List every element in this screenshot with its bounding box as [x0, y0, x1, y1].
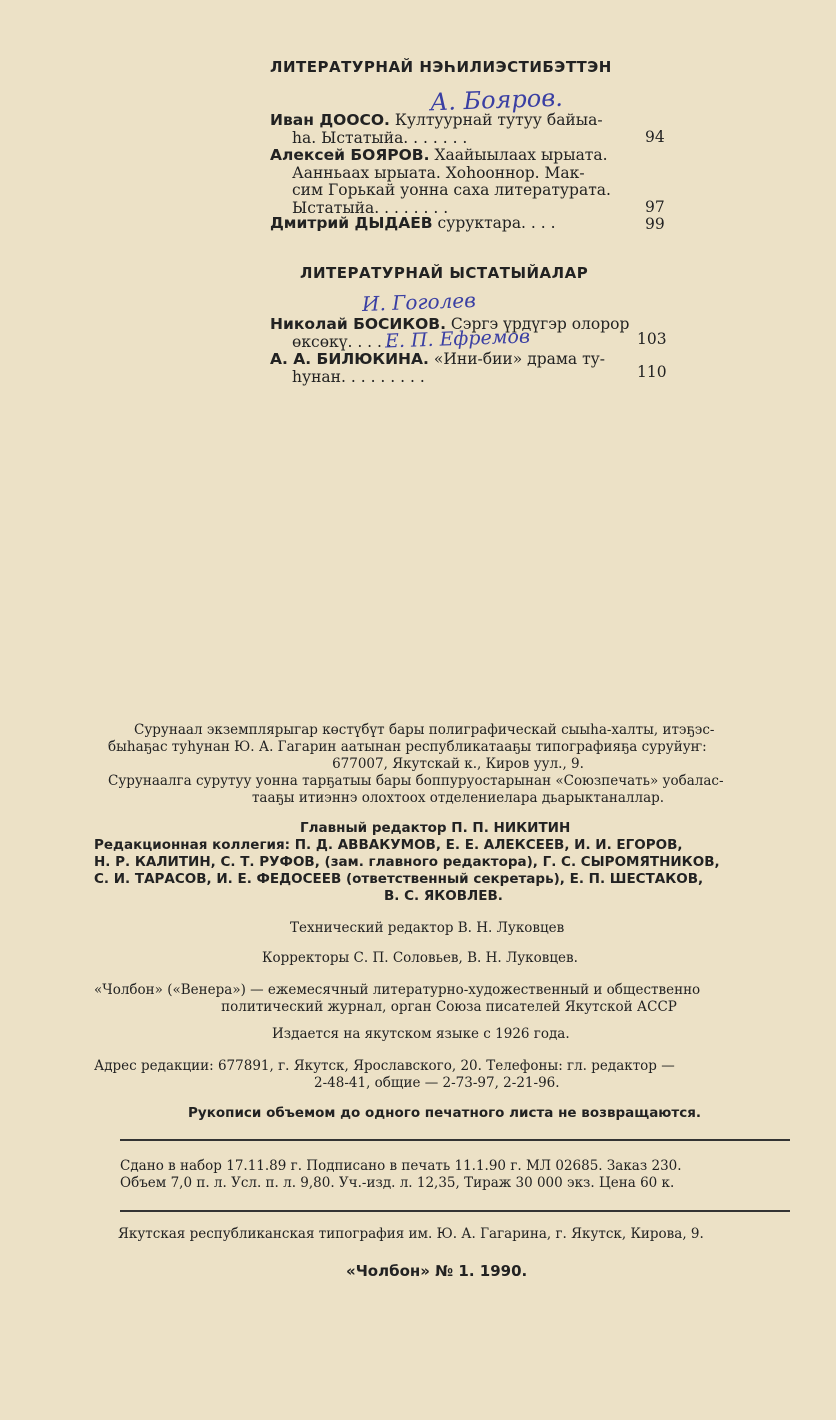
entry-line: сим Горькай уонна саха литературата.: [292, 181, 611, 199]
toc-entry: [270, 147, 611, 217]
imprint-line: Сурунаалга сурутуу уонна тарҕатыы бары боппуруостарынан «Союзпечать» уобалас-: [108, 773, 724, 789]
page-number: 97: [645, 198, 665, 216]
handwritten-note: А. Бояров.: [429, 83, 564, 117]
toc-entry: [270, 351, 605, 386]
page-number: 94: [645, 128, 665, 146]
journal-description: [94, 982, 804, 1016]
manuscripts-note: Рукописи объемом до одного печатного листа не возвращаются.: [188, 1105, 702, 1121]
editorial-board: [94, 837, 720, 905]
typography-info: Якутская республиканская типография им. Ю. А. Гагарина, г. Якутск, Кирова, 9.: [118, 1226, 704, 1242]
entry-author: Алексей БОЯРОВ.: [270, 146, 430, 164]
entry-line: Култуурнай тутуу байыа-: [394, 111, 603, 129]
entry-line: «Ини-бии» драма ту-: [433, 350, 606, 368]
section-title-literary-articles: ЛИТЕРАТУРНАЙ ЫСТАТЫЙАЛАР: [300, 264, 589, 282]
handwritten-note: Е. П. Ефремов: [384, 325, 531, 353]
section-title-literary-heritage: ЛИТЕРАТУРНАЙ НЭҺИЛИЭСТИБЭТТЭН: [270, 58, 612, 76]
board-line: С. И. ТАРАСОВ, И. Е. ФЕДОСЕЕВ (ответственный секретарь), Е. П. ШЕСТАКОВ,: [94, 871, 704, 887]
entry-author: Дмитрий ДЫДАЕВ: [270, 214, 433, 232]
entry-line: Ыстатыйа. . . . . . . .: [292, 198, 449, 217]
toc-entry: [270, 112, 603, 147]
technical-editor: Технический редактор В. Н. Луковцев: [290, 920, 565, 936]
entry-line: суруктара. . . .: [437, 214, 556, 232]
entry-line: Хаайыылаах ырыата.: [434, 146, 608, 164]
board-line: Редакционная коллегия: П. Д. АВВАКУМОВ, Е. Е. АЛЕКСЕЕВ, И. И. ЕГОРОВ,: [94, 837, 683, 853]
page-number: 99: [645, 215, 665, 233]
page-number: 110: [637, 363, 667, 381]
entry-author: Николай БОСИКОВ.: [270, 315, 446, 333]
issue-number: «Чолбон» № 1. 1990.: [346, 1262, 528, 1280]
chief-editor: Главный редактор П. П. НИКИТИН: [300, 820, 571, 836]
print-info-2: Объем 7,0 п. л. Усл. п. л. 9,80. Уч.-изд. л. 12,35, Тираж 30 000 экз. Цена 60 к.: [120, 1175, 675, 1191]
editorial-address: [94, 1058, 806, 1092]
imprint-line: быһаҕас туһунан Ю. А. Гагарин аатынан республикатааҕы типографияҕа суруйуҥ:: [108, 739, 707, 755]
entry-author: Иван ДООСО.: [270, 111, 390, 129]
toc-entry: [270, 215, 556, 233]
entry-line: һунан. . . . . . . . .: [292, 367, 425, 386]
address-line: Адрес редакции: 677891, г. Якутск, Ярославского, 20. Телефоны: гл. редактор —: [94, 1058, 675, 1074]
imprint-paragraph: [108, 722, 808, 807]
entry-line: Сэргэ үрдүгэр олорор: [450, 315, 630, 333]
entry-line: һа. Ыстатыйа. . . . . . .: [292, 128, 468, 147]
board-line: Н. Р. КАЛИТИН, С. Т. РУФОВ, (зам. главного редактора), Г. С. СЫРОМЯТНИКОВ,: [94, 854, 720, 870]
page-number: 103: [637, 330, 667, 348]
imprint-line: тааҕы итиэннэ олохтоох отделениелара дьарыктаналлар.: [251, 790, 665, 806]
board-line: В. С. ЯКОВЛЕВ.: [384, 888, 503, 904]
entry-line: Аанньаах ырыата. Хоһооннор. Мак-: [292, 163, 585, 182]
handwritten-note: И. Гоголев: [361, 288, 477, 316]
imprint-line: 677007, Якутскай к., Киров уул., 9.: [332, 756, 584, 772]
about-line: «Чолбон» («Венера») — ежемесячный литературно-художественный и общественно: [94, 982, 701, 998]
print-info-1: Сдано в набор 17.11.89 г. Подписано в печать 11.1.90 г. МЛ 02685. Заказ 230.: [120, 1158, 682, 1174]
address-line: 2-48-41, общие — 2-73-97, 2-21-96.: [314, 1075, 560, 1091]
entry-line: өксөкү. . . . .: [292, 332, 392, 351]
divider: [120, 1139, 790, 1141]
language-note: Издается на якутском языке с 1926 года.: [272, 1026, 570, 1042]
divider: [120, 1210, 790, 1212]
about-line: политический журнал, орган Союза писателей Якутской АССР: [221, 999, 677, 1015]
correctors: Корректоры С. П. Соловьев, В. Н. Луковцев.: [262, 950, 578, 966]
entry-author: А. А. БИЛЮКИНА.: [270, 350, 429, 368]
imprint-line: Сурунаал экземплярыгар көстүбүт бары полиграфическай сыыһа-халты, итэҕэс-: [134, 722, 715, 738]
